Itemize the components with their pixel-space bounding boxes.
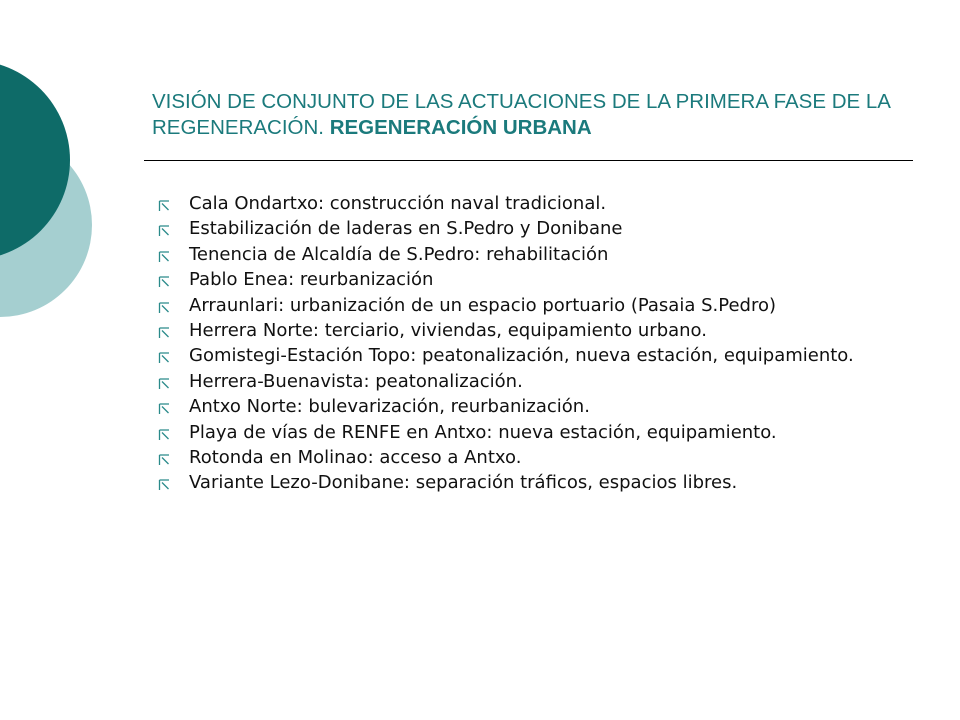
bullet-text: Cala Ondartxo: construcción naval tradicional. — [189, 193, 607, 214]
list-item — [152, 220, 904, 238]
list-item — [152, 195, 904, 213]
bullet-icon — [158, 251, 170, 263]
bullet-icon — [158, 225, 170, 237]
bullet-text: Tenencia de Alcaldía de S.Pedro: rehabilitación — [189, 243, 609, 265]
bullet-text: Gomistegi-Estación Topo: peatonalización, nueva estación, equipamiento. — [189, 345, 854, 367]
bullet-list — [152, 195, 904, 500]
list-item — [152, 421, 904, 443]
slide-title — [152, 89, 922, 141]
list-item — [152, 294, 904, 316]
bullet-text: Estabilización de laderas en S.Pedro y Donibane — [189, 218, 623, 240]
bullet-icon — [158, 378, 170, 390]
bullet-icon — [158, 200, 170, 212]
bullet-text: Antxo Norte: bulevarización, reurbanización. — [189, 396, 590, 418]
bullet-icon — [158, 352, 170, 364]
bullet-text: Variante Lezo-Donibane: separación tráficos, espacios libres. — [189, 472, 738, 494]
bullet-icon — [158, 276, 170, 288]
decorative-circles — [0, 0, 110, 380]
title-bold: REGENERACIÓN URBANA — [329, 116, 592, 139]
list-item — [152, 271, 904, 289]
bullet-icon — [158, 429, 170, 441]
title-divider — [144, 160, 913, 161]
list-item — [152, 319, 904, 341]
bullet-icon — [158, 479, 170, 491]
bullet-icon — [158, 327, 170, 339]
bullet-icon — [158, 454, 170, 466]
bullet-icon — [158, 302, 170, 314]
list-item — [152, 474, 904, 492]
title-normal: VISIÓN DE CONJUNTO DE LAS ACTUACIONES DE LA PRIMERA FASE DE LA REGENERACIÓN. — [152, 90, 890, 139]
bullet-icon — [158, 403, 170, 415]
bullet-text: Arraunlari: urbanización de un espacio portuario (Pasaia S.Pedro) — [189, 294, 776, 316]
list-item — [152, 370, 904, 392]
bullet-text: Herrera Norte: terciario, viviendas, equipamiento urbano. — [189, 319, 707, 341]
list-item — [152, 347, 904, 365]
bullet-text: Pablo Enea: reurbanización — [189, 269, 434, 291]
list-item — [152, 243, 904, 265]
list-item — [152, 398, 904, 416]
list-item — [152, 446, 904, 468]
bullet-text: Herrera-Buenavista: peatonalización. — [189, 370, 523, 392]
bullet-text: Rotonda en Molinao: acceso a Antxo. — [189, 446, 522, 468]
bullet-text: Playa de vías de RENFE en Antxo: nueva estación, equipamiento. — [189, 421, 777, 443]
